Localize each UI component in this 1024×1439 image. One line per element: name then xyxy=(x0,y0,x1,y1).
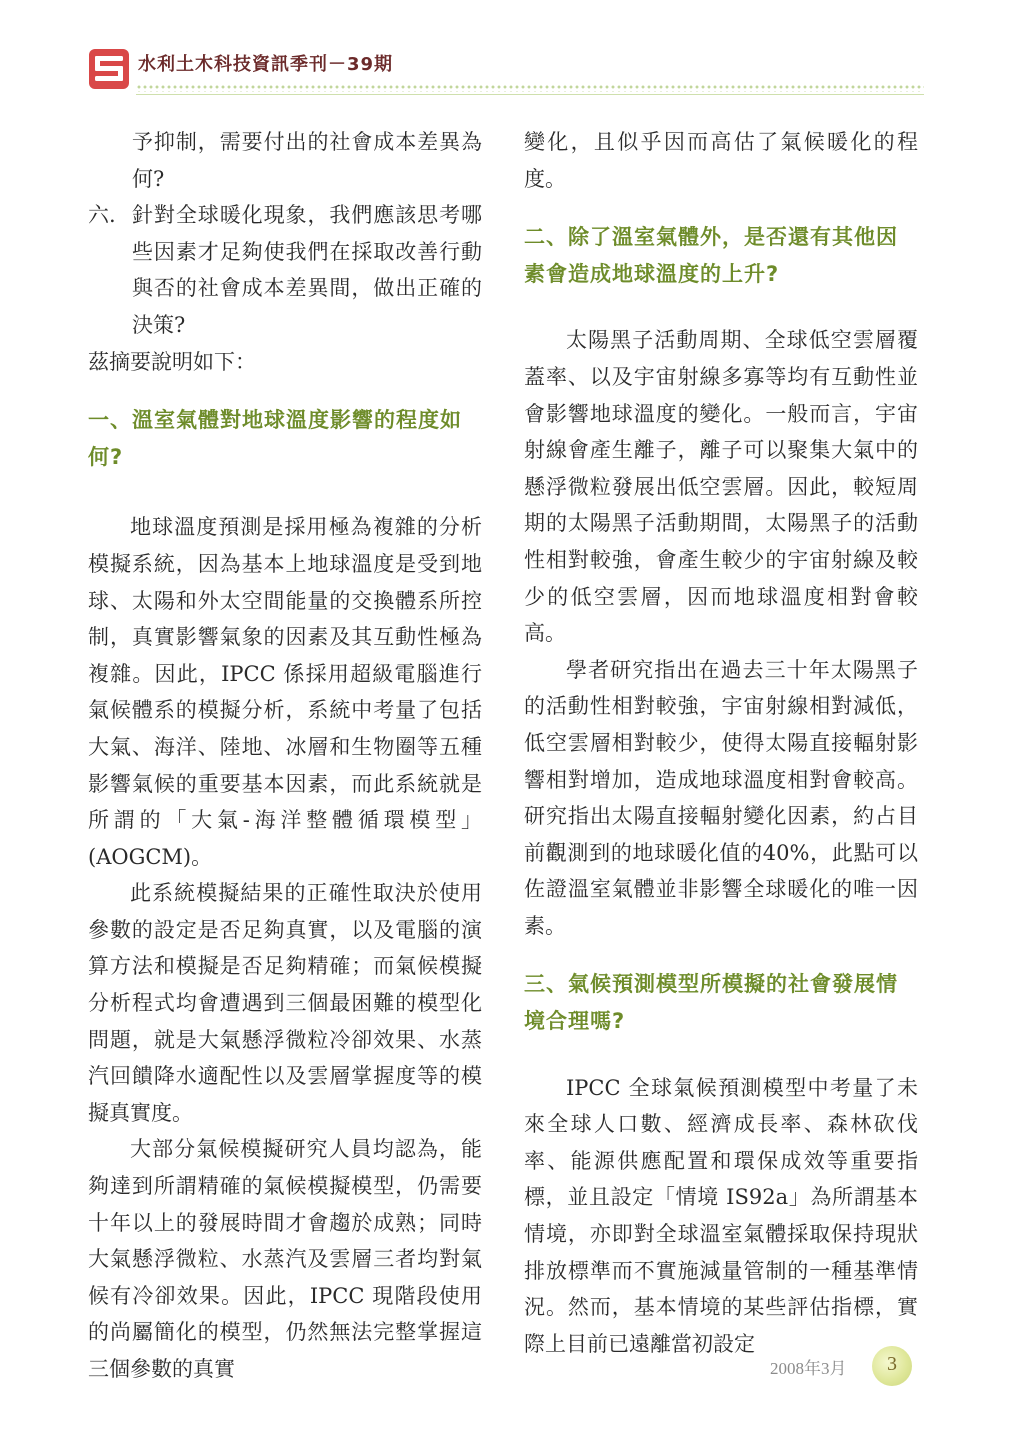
paragraph-2: 此系統模擬結果的正確性取決於使用參數的設定是否足夠真實，以及電腦的演算方法和模擬是否足夠精確；而氣候模擬分析程式均會遭遇到三個最困難的模型化問題，就是大氣懸浮微粒冷卻效果、水蒸汽回饋降水適配性以及雲層掌握度等的模擬真實度。 xyxy=(88,881,482,1125)
right-column xyxy=(524,124,918,1362)
page-header xyxy=(88,44,924,100)
list-item-6 xyxy=(88,197,482,343)
header-divider xyxy=(136,94,924,95)
header-dotted-rule xyxy=(136,84,924,92)
item-5-continuation: 予抑制，需要付出的社會成本差異為何? xyxy=(132,130,482,191)
left-column xyxy=(88,124,482,1388)
paragraph-continuation: 變化，且似乎因而高估了氣候暖化的程度。 xyxy=(524,130,918,191)
page-number: 3 xyxy=(887,1353,897,1375)
paragraph-6: IPCC 全球氣候預測模型中考量了未來全球人口數、經濟成長率、森林砍伐率、能源供應配置和環保成效等重要指標，並且設定「情境 IS92a」為所謂基本情境，亦即對全球溫室氣體採取保持現狀排放標準而不實施減量管制的一種基準情況。然而，基本情境的某些評估指標，實際上目前已遠離當初設定 xyxy=(524,1075,918,1356)
list-item-6-number: 六. xyxy=(88,203,116,228)
paragraph-4: 太陽黑子活動周期、全球低空雲層覆蓋率、以及宇宙射線多寡等均有互動性並會影響地球溫度的變化。一般而言，宇宙射線會產生離子，離子可以聚集大氣中的懸浮微粒發展出低空雲層。因此，較短周期的太陽黑子活動期間，太陽黑子的活動性相對較強，會產生較少的宇宙射線及較少的低空雲層，因而地球溫度相對會較高。 xyxy=(524,328,918,646)
list-item-6-text: 針對全球暖化現象，我們應該思考哪些因素才足夠使我們在採取改善行動與否的社會成本差異間，做出正確的決策? xyxy=(132,203,482,337)
paragraph-3: 大部分氣候模擬研究人員均認為，能夠達到所謂精確的氣候模擬模型，仍需要十年以上的發展時間才會趨於成熟；同時大氣懸浮微粒、水蒸汽及雲層三者均對氣候有冷卻效果。因此，IPCC 現階段使用的尚屬簡化的模型，仍然無法完整掌握這三個參數的真實 xyxy=(88,1137,482,1381)
paragraph-1: 地球溫度預測是採用極為複雜的分析模擬系統，因為基本上地球溫度是受到地球、太陽和外太空間能量的交換體系所控制，真實影響氣象的因素及其互動性極為複雜。因此，IPCC 係採用超級電腦進行氣候體系的模擬分析，系統中考量了包括大氣、海洋、陸地、冰層和生物圈等五種影響氣候的重要基本因素，而此系統就是所謂的「大氣-海洋整體循環模型」(AOGCM)。 xyxy=(88,515,482,869)
summary-intro: 茲摘要說明如下： xyxy=(88,349,256,374)
section-heading-1: 一、溫室氣體對地球溫度影響的程度如何? xyxy=(88,408,462,469)
page-number-badge xyxy=(872,1346,912,1386)
journal-logo-icon xyxy=(88,48,130,90)
issue-date: 2008年3月 xyxy=(770,1359,847,1378)
paragraph-5: 學者研究指出在過去三十年太陽黑子的活動性相對較強，宇宙射線相對減低，低空雲層相對較少，使得太陽直接輻射影響相對增加，造成地球溫度相對會較高。研究指出太陽直接輻射變化因素，約占目前觀測到的地球暖化值的40%，此點可以佐證溫室氣體並非影響全球暖化的唯一因素。 xyxy=(524,657,918,938)
section-heading-3: 三、氣候預測模型所模擬的社會發展情境合理嗎? xyxy=(524,972,898,1034)
section-heading-2: 二、除了溫室氣體外，是否還有其他因素會造成地球溫度的上升? xyxy=(524,225,898,286)
journal-title: 水利土木科技資訊季刊－39期 xyxy=(138,54,394,75)
